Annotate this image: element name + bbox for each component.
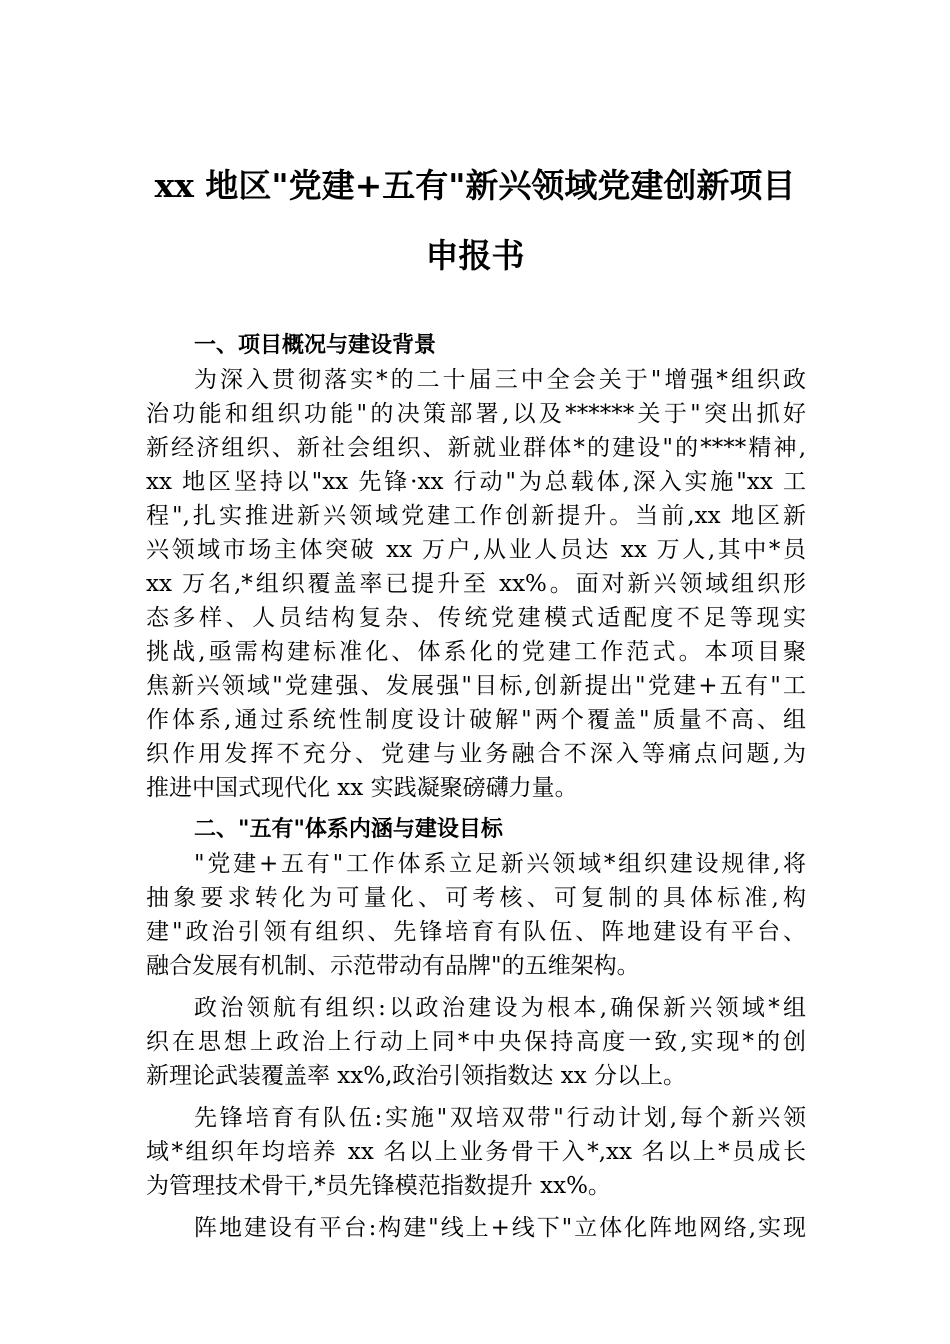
section-1-line: 为深入贯彻落实*的二十届三中全会关于"增强*组织政 [194, 367, 806, 393]
section-1-line: 织作用发挥不充分、党建与业务融合不深入等痛点问题,为 [146, 741, 806, 767]
section-1-line: 推进中国式现代化 xx 实践凝聚磅礴力量。 [146, 775, 578, 801]
section-1-line: 程",扎实推进新兴领域党建工作创新提升。当前,xx 地区新 [146, 503, 806, 529]
section-2-para-3-line: 域*组织年均培养 xx 名以上业务骨干入*,xx 名以上*员成长 [146, 1139, 806, 1165]
section-1-line: 态多样、人员结构复杂、传统党建模式适配度不足等现实 [146, 605, 806, 631]
section-1-line: 作体系,通过系统性制度设计破解"两个覆盖"质量不高、组 [146, 707, 806, 733]
document-title-line-2: 申报书 [425, 236, 525, 275]
section-1-line: 焦新兴领域"党建强、发展强"目标,创新提出"党建+五有"工 [146, 673, 806, 699]
section-2-para-4-line: 阵地建设有平台:构建"线上+线下"立体化阵地网络,实现 [194, 1215, 806, 1241]
section-2-para-3-line: 先锋培育有队伍:实施"双培双带"行动计划,每个新兴领 [194, 1105, 806, 1131]
section-1-line: 兴领域市场主体突破 xx 万户,从业人员达 xx 万人,其中*员 [146, 537, 806, 563]
section-2-para-2-line: 织在思想上政治上行动上同*中央保持高度一致,实现*的创 [146, 1029, 806, 1055]
section-1-line: 新经济组织、新社会组织、新就业群体*的建设"的****精神, [146, 435, 806, 461]
section-1-line: xx 地区坚持以"xx 先锋·xx 行动"为总载体,深入实施"xx 工 [146, 469, 806, 495]
section-1-line: 挑战,亟需构建标准化、体系化的党建工作范式。本项目聚 [146, 639, 806, 665]
section-2-para-2-line: 政治领航有组织:以政治建设为根本,确保新兴领域*组 [194, 995, 806, 1021]
document-title-line-1: xx 地区"党建+五有"新兴领域党建创新项目 [154, 166, 796, 205]
section-2-para-1-line: 抽象要求转化为可量化、可考核、可复制的具体标准,构 [146, 885, 806, 911]
section-2-para-2-line: 新理论武装覆盖率 xx%,政治引领指数达 xx 分以上。 [146, 1063, 686, 1089]
section-2-para-1-line: 融合发展有机制、示范带动有品牌"的五维架构。 [146, 953, 640, 979]
section-1-line: xx 万名,*组织覆盖率已提升至 xx%。面对新兴领域组织形 [146, 571, 806, 597]
section-2-para-1-line: 建"政治引领有组织、先锋培育有队伍、阵地建设有平台、 [146, 919, 806, 945]
section-2-heading: 二、"五有"体系内涵与建设目标 [194, 817, 503, 842]
section-1-heading: 一、项目概况与建设背景 [194, 333, 437, 358]
section-2-para-1-line: "党建+五有"工作体系立足新兴领域*组织建设规律,将 [194, 851, 806, 877]
section-1-line: 治功能和组织功能"的决策部署,以及******关于"突出抓好 [146, 401, 806, 427]
section-2-para-3-line: 为管理技术骨干,*员先锋模范指数提升 xx%。 [146, 1173, 611, 1199]
